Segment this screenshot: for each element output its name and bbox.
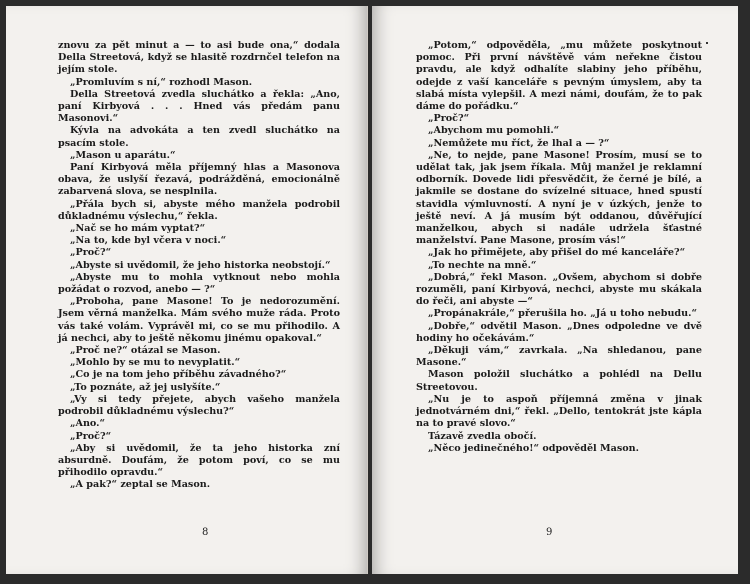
- paragraph: „Promluvím s ní,“ rozhodl Mason.: [70, 76, 253, 88]
- paragraph: „Proč?“: [70, 247, 112, 259]
- paragraph: „Abyste si uvědomil, že jeho historka neobstojí.“: [70, 259, 331, 271]
- paragraph: Kývla na advokáta a ten zvedl sluchátko na psacím stole.: [58, 125, 340, 149]
- left-page: [6, 6, 368, 574]
- right-page-number: 9: [546, 527, 553, 538]
- paragraph: Mason položil sluchátko a pohlédl na Dellu Streetovou.: [416, 369, 702, 393]
- paragraph: „Dobrá,“ řekl Mason. „Ovšem, abychom si dobře rozuměli, paní Kirbyová, nechci, abyste mu skákala do řeči, ani abyste —“: [416, 271, 702, 308]
- paragraph: „Ne, to nejde, pane Masone! Prosím, musí se to udělat tak, jak jsem říkala. Můj manžel je reklamní odborník. Dovede lidi přesvědčit, že černé je bílé, a jakmile se dostane do svízelné situace, hned spustí stavidla výmluvností. A nyní je v úzkých, jenže to ještě neví. A já musím být oddanou, důvěřující manželkou, abych si nadále udržela šťastné manželství. Pane Masone, prosím vás!“: [416, 149, 702, 247]
- paragraph: „Aby si uvědomil, že ta jeho historka zní absurdně. Doufám, že potom poví, co se mu přihodilo opravdu.“: [58, 442, 340, 479]
- paragraph: „Abychom mu pomohli.“: [428, 125, 560, 137]
- paragraph: „Mohlo by se mu to nevyplatit.“: [70, 357, 241, 369]
- paragraph: „A pak?“ zeptal se Mason.: [70, 479, 211, 491]
- paragraph: „Ano.“: [70, 418, 106, 430]
- paragraph: „Proč?“: [428, 113, 470, 125]
- paragraph: „Dobře,“ odvětil Mason. „Dnes odpoledne ve dvě hodiny ho očekávám.“: [416, 320, 702, 344]
- paragraph: „Proč ne?“ otázal se Mason.: [70, 345, 221, 357]
- paragraph: „To poznáte, až jej uslyšíte.“: [70, 381, 221, 393]
- paragraph: „Děkuji vám,“ zavrkala. „Na shledanou, pane Masone.“: [416, 345, 702, 369]
- left-page-text: [58, 40, 340, 492]
- paragraph: „To nechte na mně.“: [428, 259, 537, 271]
- paragraph: „Proboha, pane Masone! To je nedorozumění. Jsem věrná manželka. Mám svého muže ráda. Proto vás také volám. Vyprávěl mi, co se mu přihodilo. A já nechci, aby to ještě někomu jinému opakoval.“: [58, 296, 340, 344]
- paragraph: „Propánakrále,“ přerušila ho. „Já u toho nebudu.“: [428, 308, 697, 320]
- paragraph: „Nemůžete mu říct, že lhal a — ?“: [428, 137, 610, 149]
- paragraph: „Proč?“: [70, 430, 112, 442]
- paragraph: „Abyste mu to mohla vytknout nebo mohla požádat o rozvod, anebo — ?“: [58, 271, 340, 296]
- paragraph: Paní Kirbyová měla příjemný hlas a Masonova obava, že uslyší řezavá, podrážděná, emocionálně zabarvená slova, se nesplnila.: [58, 162, 340, 198]
- paragraph: „Něco jedinečného!“ odpověděl Mason.: [428, 442, 639, 454]
- ink-dot: [706, 42, 708, 44]
- right-page: [372, 6, 738, 574]
- paragraph: „Co je na tom jeho příběhu závadného?“: [70, 369, 287, 381]
- paragraph: „Mason u aparátu.“: [70, 149, 176, 161]
- paragraph: „Na to, kde byl včera v noci.“: [70, 235, 227, 247]
- paragraph: Della Streetová zvedla sluchátko a řekla: „Ano, paní Kirbyová . . . Hned vás předám panu Masonovi.“: [58, 88, 340, 125]
- paragraph: „Potom,“ odpověděla, „mu můžete poskytnout pomoc. Při první návštěvě vám neřekne čistou pravdu, ale když odhalíte slabiny jeho příběhu, odejde z vaší kanceláře s pevným úmyslem, aby ta slabá místa vylepšil. A mezi námi, doufám, že to pak dáme do pořádku.“: [416, 40, 702, 113]
- paragraph: Tázavě zvedla obočí.: [428, 430, 537, 442]
- paragraph: „Nač se ho mám vyptat?“: [70, 223, 206, 235]
- right-page-text: [416, 40, 702, 455]
- paragraph: znovu za pět minut a — to asi bude ona,“ dodala Della Streetová, když se hlasitě rozdrnčel telefon na jejím stole.: [58, 40, 340, 76]
- paragraph: „Vy si tedy přejete, abych vašeho manžela podrobil důkladnému výslechu?“: [58, 393, 340, 418]
- paragraph: „Jak ho přimějete, aby přišel do mé kanceláře?“: [428, 247, 686, 259]
- paragraph: „Nu je to aspoň příjemná změna v jinak jednotvárném dni,“ řekl. „Dello, tentokrát jste kápla na to pravé slovo.“: [416, 393, 702, 430]
- left-page-number: 8: [202, 527, 209, 538]
- paragraph: „Přála bych si, abyste mého manžela podrobil důkladnému výslechu,“ řekla.: [58, 198, 340, 222]
